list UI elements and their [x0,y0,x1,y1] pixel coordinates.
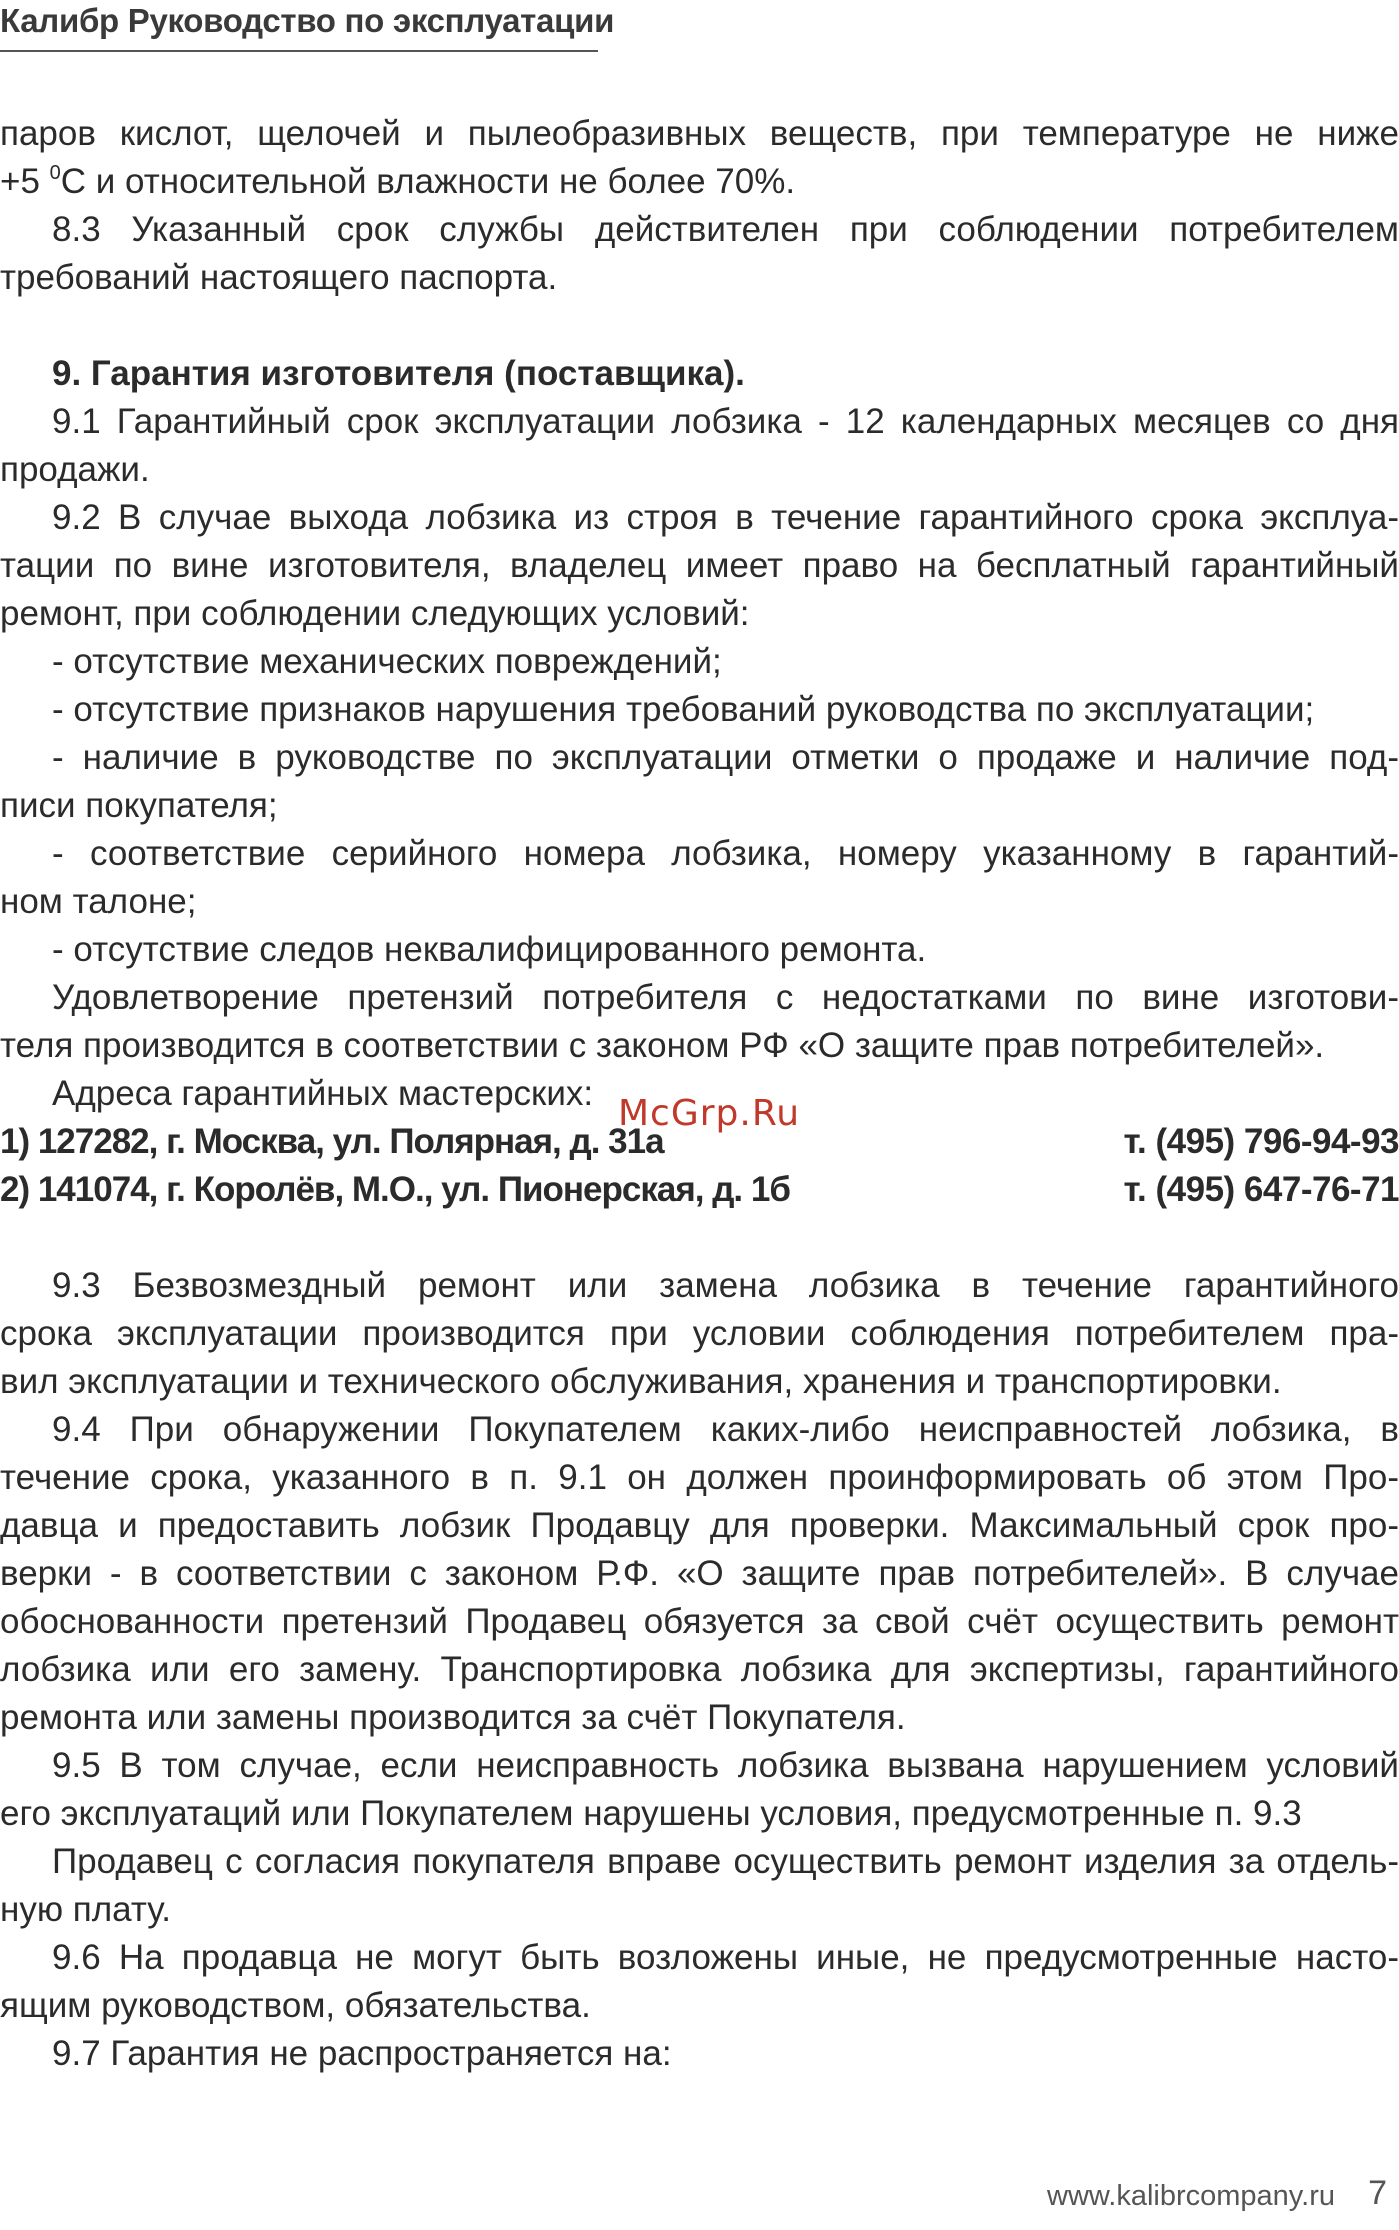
text-line: 9.2 В случае выхода лобзика из строя в течение гарантийного срока эксплуа- [52,498,1399,537]
address-heading: Адреса гарантийных мастерских: [52,1074,594,1113]
text-line: срока эксплуатации производится при условии соблюдения потребителем пра- [0,1314,1399,1353]
text-line: ремонта или замены производится за счёт Покупателя. [0,1698,906,1737]
section-heading: 9. Гарантия изготовителя (поставщика). [52,354,745,393]
text-fragment: С и относительной влажности не более 70%. [60,162,796,201]
text-line: 8.3 Указанный срок службы действителен при соблюдении потребителем [52,210,1399,249]
text-line: требований настоящего паспорта. [0,258,558,297]
address-text: 2) 141074, г. Королёв, М.О., ул. Пионерская, д. 1б [0,1170,790,1209]
text-line: течение срока, указанного в п. 9.1 он должен проинформировать об этом Про- [0,1458,1399,1497]
text-line: лобзика или его замену. Транспортировка лобзика для экспертизы, гарантийного [0,1650,1399,1689]
degree-superscript: 0 [49,162,61,184]
text-line: 9.7 Гарантия не распространяется на: [52,2034,672,2073]
page-number: 7 [1368,2174,1387,2212]
text-line: 9.6 На продавца не могут быть возложены иные, не предусмотренные насто- [52,1938,1399,1977]
text-line: теля производится в соответствии с законом РФ «О защите прав потребителей». [0,1026,1325,1065]
text-line: писи покупателя; [0,786,278,825]
text-line: 9.4 При обнаружении Покупателем каких-либо неисправностей лобзика, в [52,1410,1399,1449]
text-line: ную плату. [0,1890,172,1929]
condition-item: - соответствие серийного номера лобзика, номеру указанному в гарантий- [52,834,1399,873]
text-line: 9.1 Гарантийный срок эксплуатации лобзика - 12 календарных месяцев со дня [52,402,1399,441]
blank-line [0,302,1399,350]
condition-item: - отсутствие следов неквалифицированного ремонта. [52,930,927,969]
blank-line [0,1214,1399,1262]
watermark: McGrp.Ru [618,1093,801,1134]
text-line: давца и предоставить лобзик Продавцу для проверки. Максимальный срок про- [0,1506,1399,1545]
phone-number: т. (495) 647-76-71 [1123,1170,1399,1209]
text-line: ящим руководством, обязательства. [0,1986,591,2025]
phone-number: т. (495) 796-94-93 [1123,1122,1399,1161]
text-line: тации по вине изготовителя, владелец имеет право на бесплатный гарантийный [0,546,1399,585]
text-line: ном талоне; [0,882,197,921]
text-line: паров кислот, щелочей и пылеобразивных веществ, при температуре не ниже [0,114,1399,153]
text-line: 9.3 Безвозмездный ремонт или замена лобзика в течение гарантийного [52,1266,1399,1305]
text-line: обоснованности претензий Продавец обязуется за свой счёт осуществить ремонт [0,1602,1399,1641]
footer-website: www.kalibrcompany.ru [1047,2180,1335,2212]
text-line: его эксплуатаций или Покупателем нарушены условия, предусмотренные п. 9.3 [0,1794,1302,1833]
text-line [0,158,1399,206]
address-text: 1) 127282, г. Москва, ул. Полярная, д. 31а [0,1122,664,1161]
text-line: продажи. [0,450,150,489]
text-fragment: +5 [0,162,50,201]
text-line: 9.5 В том случае, если неисправность лобзика вызвана нарушением условий [52,1746,1399,1785]
address-row [0,1166,1399,1214]
condition-item: - наличие в руководстве по эксплуатации отметки о продаже и наличие под- [52,738,1399,777]
running-header [0,0,615,52]
text-line: Продавец с согласия покупателя вправе осуществить ремонт изделия за отдель- [52,1842,1399,1881]
condition-item: - отсутствие признаков нарушения требований руководства по эксплуатации; [52,690,1315,729]
header-title: Калибр Руководство по эксплуатации [0,2,615,39]
text-line: верки - в соответствии с законом Р.Ф. «О защите прав потребителей». В случае [0,1554,1399,1593]
text-line: ремонт, при соблюдении следующих условий: [0,594,750,633]
text-line: вил эксплуатации и технического обслуживания, хранения и транспортировки. [0,1362,1282,1401]
condition-item: - отсутствие механических повреждений; [52,642,722,681]
text-line: Удовлетворение претензий потребителя с недостатками по вине изготови- [52,978,1399,1017]
